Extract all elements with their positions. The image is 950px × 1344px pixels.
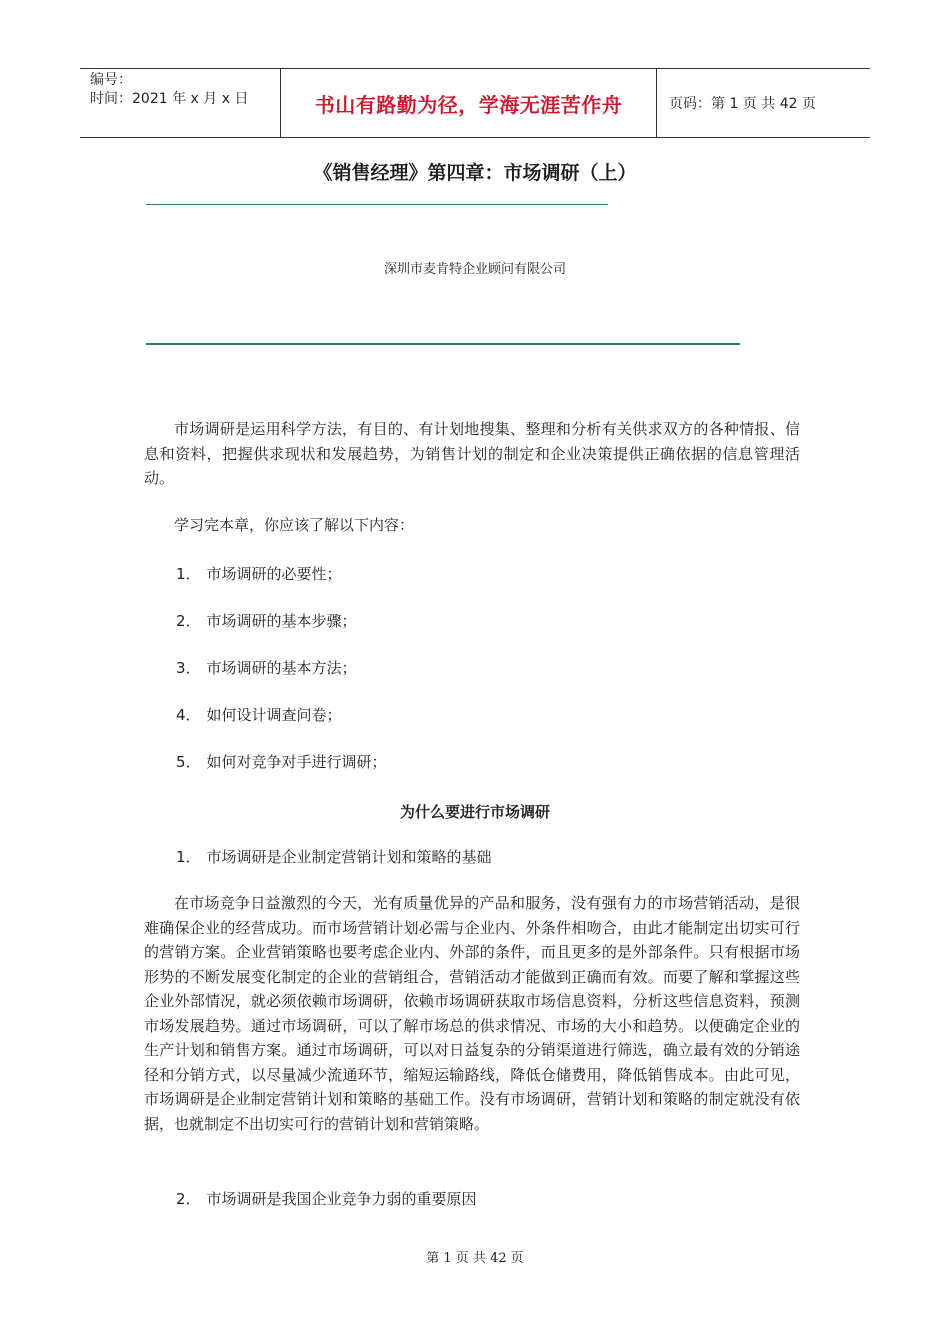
objective-item (176, 610, 357, 631)
company-divider (146, 343, 740, 345)
header-table (80, 68, 870, 138)
point-heading (176, 1188, 477, 1209)
point-heading (176, 846, 492, 867)
objective-number: 5． (176, 753, 201, 771)
objective-item (176, 563, 342, 584)
number-label: 编号： (90, 72, 132, 88)
objective-item (176, 751, 387, 772)
header-meta (80, 69, 280, 137)
document-title: 《销售经理》第四章：市场调研（上） (313, 162, 637, 184)
objective-text: 如何设计调查问卷； (206, 706, 342, 724)
section-title: 为什么要进行市场调研 (399, 803, 550, 821)
objective-number: 4． (176, 706, 201, 724)
page-footer: 第 1 页 共 42 页 (426, 1251, 524, 1266)
time-label: 时间：2021 年 x 月 x 日 (90, 91, 249, 107)
objective-text: 如何对竞争对手进行调研； (206, 753, 387, 771)
title-divider (146, 204, 608, 205)
objective-number: 2． (176, 612, 201, 630)
intro-paragraph: 市场调研是运用科学方法，有目的、有计划地搜集、整理和分析有关供求双方的各种情报、信息和资料，把握供求现状和发展趋势，为销售计划的制定和企业决策提供正确依据的信息管理活动。 (144, 420, 800, 487)
objective-number: 3． (176, 659, 201, 677)
point-number: 1． (176, 848, 201, 866)
point-text: 市场调研是企业制定营销计划和策略的基础 (206, 848, 492, 866)
objective-item (176, 657, 357, 678)
point-text: 市场调研是我国企业竞争力弱的重要原因 (206, 1190, 477, 1208)
objective-text: 市场调研的必要性； (206, 565, 342, 583)
header-page-info: 页码：第 1 页 共 42 页 (669, 96, 816, 112)
learn-heading: 学习完本章，你应该了解以下内容： (174, 516, 415, 534)
header-motto: 书山有路勤为径，学海无涯苦作舟 (280, 69, 657, 137)
company-name: 深圳市麦肯特企业顾问有限公司 (383, 262, 566, 277)
point1-body: 在市场竞争日益激烈的今天，光有质量优异的产品和服务，没有强有力的市场营销活动，是很难确保企业的经营成功。而市场营销计划必需与企业内、外条件相吻合，由此才能制定出切实可行的营销方案。企业营销策略也要考虑企业内、外部的条件，而且更多的是外部条件。只有根据市场形势的不断发展变化制定的企业的营销组合，营销活动才能做到正确而有效。而要了解和掌握这些企业外部情况，就必须依赖市场调研，依赖市场调研获取市场信息资料，分析这些信息资料，预测市场发展趋势。通过市场调研，可以了解市场总的供求情况、市场的大小和趋势。以便确定企业的生产计划和销售方案。通过市场调研，可以对日益复杂的分销渠道进行筛选，确立最有效的分销途径和分销方式，以尽量减少流通环节，缩短运输路线，降低仓储费用，降低销售成本。由此可见，市场调研是企业制定营销计划和策略的基础工作。没有市场调研，营销计划和策略的制定就没有依据，也就制定不出切实可行的营销计划和营销策略。 (144, 894, 800, 1133)
objective-number: 1． (176, 565, 201, 583)
objective-item (176, 704, 342, 725)
objective-text: 市场调研的基本步骤； (206, 612, 357, 630)
objective-text: 市场调研的基本方法； (206, 659, 357, 677)
point-number: 2． (176, 1190, 201, 1208)
